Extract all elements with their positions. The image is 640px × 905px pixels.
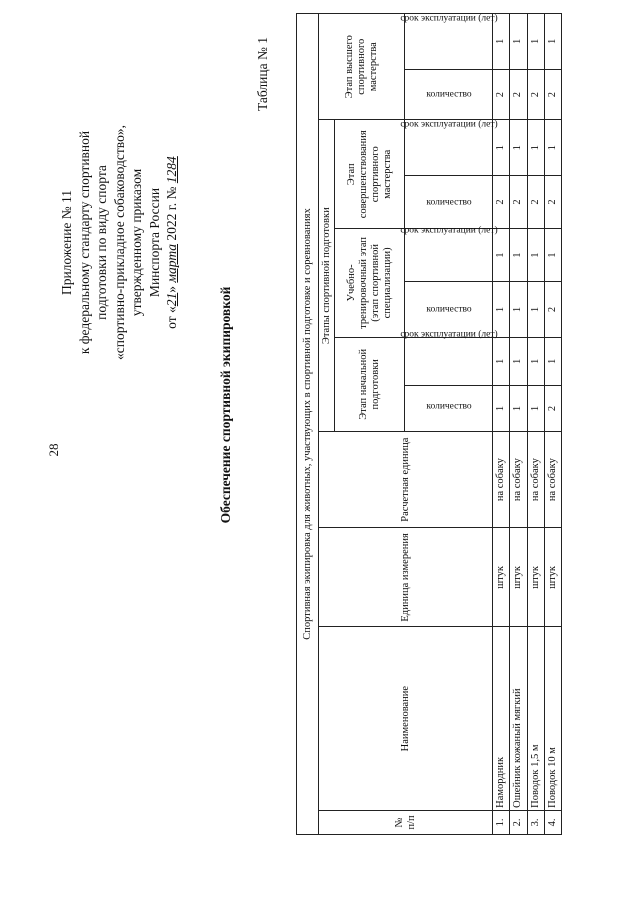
table-caption: Спортивная экипировка для животных, участвующих в спортивной подготовке и соревнованиях xyxy=(297,14,319,835)
cell-term: 1 xyxy=(510,120,527,176)
subheader-qty xyxy=(405,175,493,228)
table-row xyxy=(510,14,527,835)
header-name: Наименование xyxy=(319,627,493,810)
cell-qty: 2 xyxy=(493,175,510,228)
row-unit: штук xyxy=(493,528,510,627)
row-num: 4. xyxy=(544,810,561,834)
document-title: Обеспечение спортивной экипировкой xyxy=(218,286,233,524)
order-month: марта xyxy=(164,243,179,283)
appendix-line: подготовки по виду спорта xyxy=(94,165,109,320)
cell-qty: 2 xyxy=(510,69,527,120)
order-prefix: от « xyxy=(164,306,179,329)
cell-term: 1 xyxy=(527,337,544,385)
subheader-term xyxy=(399,119,498,176)
qty-label: количество xyxy=(425,197,472,208)
table-row xyxy=(493,14,510,835)
cell-term: 1 xyxy=(527,120,544,176)
header-stage-3: Этап совершенствования спортивного мастерства xyxy=(335,120,405,229)
qty-label: количество xyxy=(425,304,472,315)
cell-qty: 2 xyxy=(544,69,561,120)
table-row xyxy=(544,14,561,835)
order-mid: » xyxy=(164,282,179,293)
cell-term: 1 xyxy=(493,337,510,385)
appendix-line: Приложение № 11 xyxy=(59,189,74,296)
row-calc-unit: на собаку xyxy=(544,431,561,528)
row-unit: штук xyxy=(527,528,544,627)
term-label: срок эксплуатации (лет) xyxy=(399,13,498,24)
cell-term: 1 xyxy=(527,14,544,70)
appendix-line: к федеральному стандарту спортивной xyxy=(76,130,92,355)
qty-label: количество xyxy=(425,401,472,412)
appendix-line: «спортивно-прикладное собаководство», xyxy=(111,125,127,360)
header-stages-group: Этапы спортивной подготовки xyxy=(319,120,335,431)
cell-term: 1 xyxy=(493,229,510,282)
cell-qty: 1 xyxy=(493,386,510,432)
row-unit: штук xyxy=(510,528,527,627)
header-stage-1: Этап начальной подготовки xyxy=(335,337,405,431)
appendix-line: утвержденному приказом xyxy=(129,168,144,317)
cell-qty: 2 xyxy=(544,282,561,338)
row-calc-unit: на собаку xyxy=(493,431,510,528)
cell-qty: 2 xyxy=(544,175,561,228)
cell-term: 1 xyxy=(510,229,527,282)
cell-qty: 1 xyxy=(510,386,527,432)
row-name: Поводок 1,5 м xyxy=(527,627,544,810)
table-row xyxy=(527,14,544,835)
cell-term: 1 xyxy=(493,120,510,176)
order-date-line xyxy=(163,70,181,415)
row-name: Поводок 10 м xyxy=(544,627,561,810)
header-num: № п/п xyxy=(319,810,493,834)
cell-qty: 1 xyxy=(527,282,544,338)
cell-qty: 2 xyxy=(527,69,544,120)
subheader-term xyxy=(399,329,498,385)
cell-term: 1 xyxy=(544,337,561,385)
appendix-header xyxy=(58,70,181,415)
header-unit: Единица измерения xyxy=(319,528,493,627)
cell-qty: 1 xyxy=(493,282,510,338)
cell-qty: 1 xyxy=(527,386,544,432)
row-num: 2. xyxy=(510,810,527,834)
row-num: 1. xyxy=(493,810,510,834)
cell-term: 1 xyxy=(544,14,561,70)
term-label: срок эксплуатации (лет) xyxy=(399,329,498,340)
equipment-table xyxy=(296,13,562,835)
cell-qty: 2 xyxy=(544,386,561,432)
row-calc-unit: на собаку xyxy=(527,431,544,528)
header-stage-2: Учебно-тренировочный этап (этап спортивной специализации) xyxy=(335,229,405,338)
table-label: Таблица № 1 xyxy=(255,37,270,111)
row-unit: штук xyxy=(544,528,561,627)
cell-term: 1 xyxy=(544,120,561,176)
row-num: 3. xyxy=(527,810,544,834)
term-label: срок эксплуатации (лет) xyxy=(399,225,498,236)
cell-term: 1 xyxy=(544,229,561,282)
cell-qty: 2 xyxy=(493,69,510,120)
order-number: 1284 xyxy=(164,156,179,184)
order-day: 21 xyxy=(164,292,179,307)
cell-qty: 2 xyxy=(510,175,527,228)
header-calc-unit: Расчетная единица xyxy=(319,431,493,528)
header-stage-4: Этап высшего спортивного мастерства xyxy=(319,14,405,120)
cell-qty: 2 xyxy=(527,175,544,228)
cell-term: 1 xyxy=(510,337,527,385)
appendix-line: Минспорта России xyxy=(146,187,162,298)
subheader-term xyxy=(399,225,498,282)
cell-term: 1 xyxy=(527,229,544,282)
row-name: Ошейник кожаный мягкий xyxy=(510,627,527,810)
row-name: Намордник xyxy=(493,627,510,810)
subheader-qty xyxy=(405,69,493,120)
cell-term: 1 xyxy=(510,14,527,70)
cell-term: 1 xyxy=(493,14,510,70)
subheader-qty xyxy=(405,386,493,432)
subheader-term xyxy=(399,13,498,70)
cell-qty: 1 xyxy=(510,282,527,338)
order-year: 2022 г. № xyxy=(164,183,179,244)
row-calc-unit: на собаку xyxy=(510,431,527,528)
page-number: 28 xyxy=(46,443,61,457)
qty-label: количество xyxy=(425,89,472,100)
term-label: срок эксплуатации (лет) xyxy=(399,119,498,130)
